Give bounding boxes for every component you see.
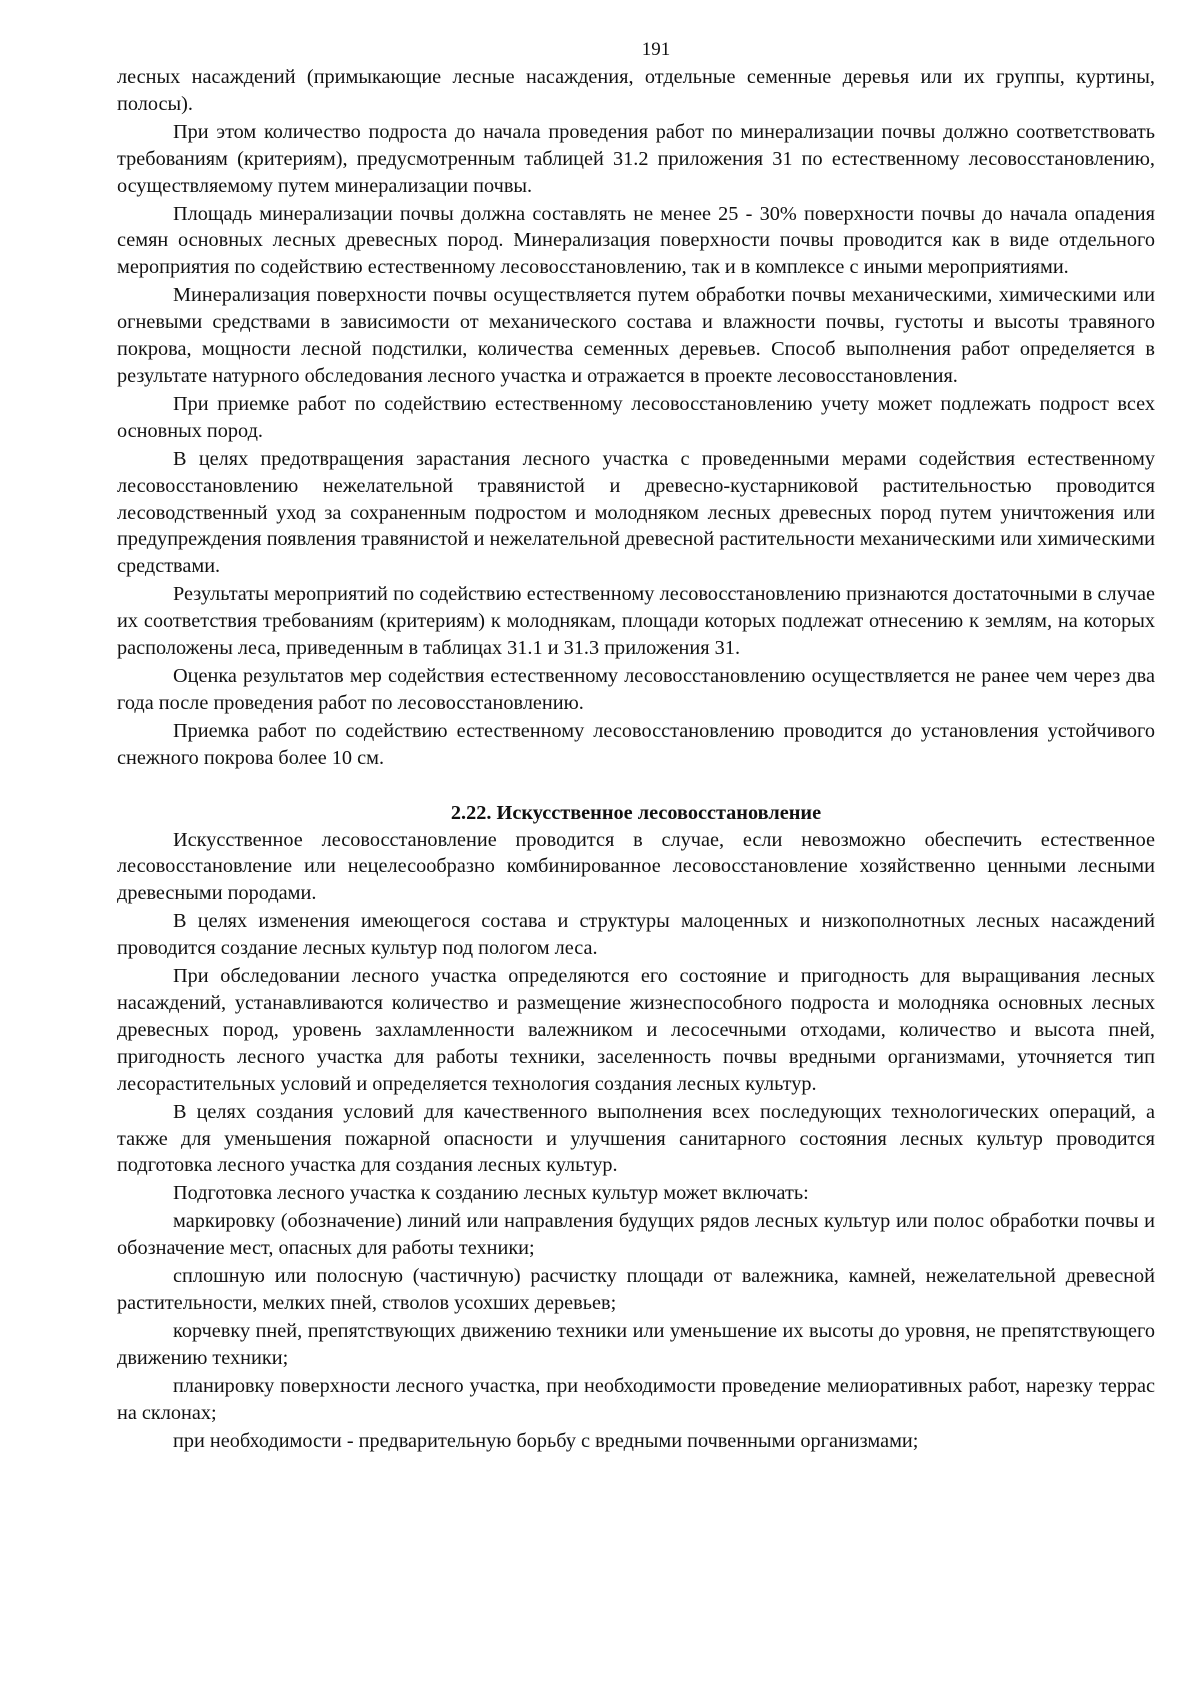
paragraph: Результаты мероприятий по содействию естественному лесовосстановлению признаются достаточными в случае их соответствия требованиям (критериям) к молоднякам, площади которых подлежат отнесению к землям, на которых расположены леса, приведенным в таблицах 31.1 и 31.3 приложения 31. — [117, 583, 1155, 660]
section-heading: 2.22. Искусственное лесовосстановление — [450, 801, 822, 824]
paragraph: Искусственное лесовосстановление проводится в случае, если невозможно обеспечить естественное лесовосстановление или нецелесообразно комбинированное лесовосстановление хозяйственно ценными лесными древесными породами. — [117, 828, 1155, 905]
paragraph: Площадь минерализации почвы должна составлять не менее 25 - 30% поверхности почвы до начала опадения семян основных лесных древесных пород. Минерализация поверхности почвы проводится как в виде отдельного мероприятия по содействию естественному лесовосстановлению, так и в комплексе с иными мероприятиями. — [117, 202, 1155, 279]
paragraph: При приемке работ по содействию естественному лесовосстановлению учету может подлежать подрост всех основных пород. — [117, 392, 1155, 442]
paragraph: При обследовании лесного участка определяются его состояние и пригодность для выращивания лесных насаждений, устанавливаются количество и размещение жизнеспособного подроста и молодняка основных лесных древесных пород, уровень захламленности валежником и лесосечными отходами, количество и высота пней, пригодность лесного участка для работы техники, заселенность почвы вредными организмами, уточняется тип лесорастительных условий и определяется технология создания лесных культур. — [117, 965, 1155, 1095]
document-page — [117, 36, 1155, 1454]
page-number: 191 — [641, 39, 671, 60]
paragraph: В целях предотвращения зарастания лесного участка с проведенными мерами содействия естественному лесовосстановлению нежелательной травянистой и древесно-кустарниковой растительностью проводится лесоводственный уход за сохраненным подростом и молодняком лесных древесных пород путем уничтожения или предупреждения появления травянистой и нежелательной древесной растительности механическими или химическими средствами. — [117, 447, 1155, 578]
paragraph: Оценка результатов мер содействия естественному лесовосстановлению осуществляется не ранее чем через два года после проведения работ по лесовосстановлению. — [117, 664, 1155, 714]
paragraph: В целях создания условий для качественного выполнения всех последующих технологических операций, а также для уменьшения пожарной опасности и улучшения санитарного состояния лесных культур проводится подготовка лесного участка для создания лесных культур. — [117, 1100, 1155, 1177]
paragraph: Приемка работ по содействию естественному лесовосстановлению проводится до установления устойчивого снежного покрова более 10 см. — [117, 719, 1155, 769]
paragraph: В целях изменения имеющегося состава и структуры малоценных и низкополнотных лесных насаждений проводится создание лесных культур под пологом леса. — [117, 910, 1155, 960]
paragraph: При этом количество подроста до начала проведения работ по минерализации почвы должно соответствовать требованиям (критериям), предусмотренным таблицей 31.2 приложения 31 по естественному лесовосстановлению, осуществляемому путем минерализации почвы. — [117, 120, 1155, 197]
list-item: сплошную или полосную (частичную) расчистку площади от валежника, камней, нежелательной древесной растительности, мелких пней, стволов усохших деревьев; — [117, 1265, 1155, 1314]
list-item: планировку поверхности лесного участка, при необходимости проведение мелиоративных работ, нарезку террас на склонах; — [117, 1374, 1155, 1424]
list-item: при необходимости - предварительную борьбу с вредными почвенными организмами; — [173, 1429, 919, 1452]
paragraph: Минерализация поверхности почвы осуществляется путем обработки почвы механическими, химическими или огневыми средствами в зависимости от механического состава и влажности почвы, густоты и высоты травяного покрова, мощности лесной подстилки, количества семенных деревьев. Способ выполнения работ определяется в результате натурного обследования лесного участка и отражается в проекте лесовосстановления. — [117, 284, 1155, 387]
list-item: маркировку (обозначение) линий или направления будущих рядов лесных культур или полос обработки почвы и обозначение мест, опасных для работы техники; — [117, 1210, 1155, 1260]
paragraph-continuation: лесных насаждений (примыкающие лесные насаждения, отдельные семенные деревья или их группы, куртины, полосы). — [117, 66, 1155, 115]
list-item: корчевку пней, препятствующих движению техники или уменьшение их высоты до уровня, не препятствующего движению техники; — [117, 1319, 1155, 1369]
paragraph: Подготовка лесного участка к созданию лесных культур может включать: — [173, 1182, 809, 1205]
